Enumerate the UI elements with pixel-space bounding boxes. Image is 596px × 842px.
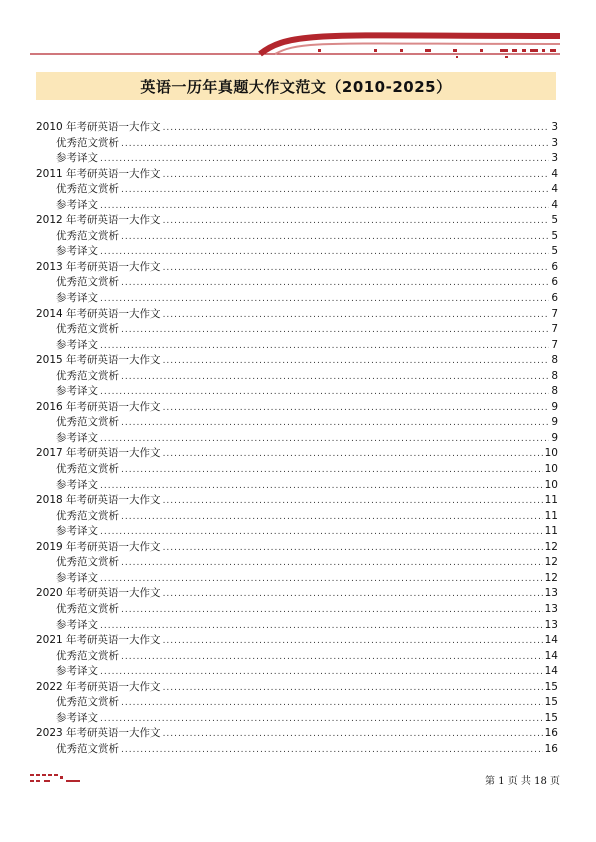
toc-subentry[interactable] bbox=[36, 244, 558, 260]
toc-leader bbox=[121, 696, 543, 712]
toc-leader bbox=[163, 447, 543, 463]
toc-subentry[interactable] bbox=[36, 415, 558, 431]
toc-page-number: 5 bbox=[551, 229, 558, 242]
toc-entry[interactable] bbox=[36, 167, 558, 183]
toc-label: 2011 年考研英语一大作文 bbox=[36, 167, 161, 180]
toc-leader bbox=[121, 650, 543, 666]
toc-label: 优秀范文赏析 bbox=[56, 229, 119, 242]
toc-label: 2015 年考研英语一大作文 bbox=[36, 354, 161, 367]
footer-decoration bbox=[30, 770, 90, 790]
toc-label: 2022 年考研英语一大作文 bbox=[36, 680, 161, 693]
toc-entry[interactable] bbox=[36, 307, 558, 323]
toc-leader bbox=[100, 712, 543, 728]
toc-page-number: 14 bbox=[544, 665, 558, 678]
toc-page-number: 11 bbox=[544, 525, 558, 538]
toc-page-number: 6 bbox=[551, 276, 558, 289]
toc-subentry[interactable] bbox=[36, 198, 558, 214]
toc-page-number: 16 bbox=[544, 742, 558, 755]
toc-label: 参考译文 bbox=[56, 245, 98, 258]
toc-leader bbox=[163, 681, 543, 697]
toc-leader bbox=[121, 603, 543, 619]
toc-subentry[interactable] bbox=[36, 695, 558, 711]
toc-page-number: 15 bbox=[544, 680, 558, 693]
toc-page-number: 14 bbox=[544, 634, 558, 647]
toc-leader bbox=[163, 727, 543, 743]
document-title: 英语一历年真题大作文范文（2010-2025） bbox=[36, 72, 556, 100]
toc-label: 优秀范文赏析 bbox=[56, 696, 119, 709]
toc-page-number: 11 bbox=[544, 494, 558, 507]
toc-page-number: 3 bbox=[551, 136, 558, 149]
toc-entry[interactable] bbox=[36, 540, 558, 556]
toc-label: 优秀范文赏析 bbox=[56, 463, 119, 476]
toc-label: 2017 年考研英语一大作文 bbox=[36, 447, 161, 460]
toc-entry[interactable] bbox=[36, 120, 558, 136]
toc-label: 优秀范文赏析 bbox=[56, 509, 119, 522]
toc-leader bbox=[163, 308, 550, 324]
toc-label: 参考译文 bbox=[56, 338, 98, 351]
toc-label: 2019 年考研英语一大作文 bbox=[36, 540, 161, 553]
toc-label: 优秀范文赏析 bbox=[56, 602, 119, 615]
toc-entry[interactable] bbox=[36, 213, 558, 229]
toc-leader bbox=[121, 370, 549, 386]
toc-page-number: 9 bbox=[551, 400, 558, 413]
toc-leader bbox=[100, 199, 549, 215]
toc-page-number: 15 bbox=[544, 711, 558, 724]
toc-label: 参考译文 bbox=[56, 711, 98, 724]
toc-page-number: 3 bbox=[551, 152, 558, 165]
toc-entry[interactable] bbox=[36, 353, 558, 369]
toc-page-number: 10 bbox=[544, 463, 558, 476]
toc-leader bbox=[163, 587, 543, 603]
toc-subentry[interactable] bbox=[36, 151, 558, 167]
toc-page-number: 6 bbox=[551, 260, 558, 273]
toc-leader bbox=[100, 619, 543, 635]
toc-page-number: 12 bbox=[544, 571, 558, 584]
toc-label: 优秀范文赏析 bbox=[56, 649, 119, 662]
toc-page-number: 7 bbox=[551, 307, 558, 320]
toc-leader bbox=[100, 432, 549, 448]
toc-leader bbox=[121, 556, 543, 572]
toc-page-number: 16 bbox=[544, 727, 558, 740]
toc-page-number: 12 bbox=[544, 540, 558, 553]
toc-page-number: 10 bbox=[544, 478, 558, 491]
toc-label: 优秀范文赏析 bbox=[56, 556, 119, 569]
toc-label: 参考译文 bbox=[56, 198, 98, 211]
toc-leader bbox=[163, 168, 550, 184]
toc-page-number: 8 bbox=[551, 369, 558, 382]
toc-leader bbox=[100, 339, 549, 355]
toc-subentry[interactable] bbox=[36, 229, 558, 245]
toc-page-number: 5 bbox=[551, 245, 558, 258]
toc-leader bbox=[163, 121, 550, 137]
toc-leader bbox=[121, 743, 543, 759]
toc-leader bbox=[100, 385, 549, 401]
toc-label: 2013 年考研英语一大作文 bbox=[36, 260, 161, 273]
toc-subentry[interactable] bbox=[36, 664, 558, 680]
toc-page-number: 15 bbox=[544, 696, 558, 709]
toc-label: 参考译文 bbox=[56, 385, 98, 398]
toc-subentry[interactable] bbox=[36, 369, 558, 385]
toc-subentry[interactable] bbox=[36, 384, 558, 400]
toc-leader bbox=[121, 230, 549, 246]
toc-page-number: 3 bbox=[551, 121, 558, 133]
toc-label: 参考译文 bbox=[56, 292, 98, 305]
header-decoration bbox=[0, 0, 596, 70]
toc-entry[interactable] bbox=[36, 446, 558, 462]
toc-leader bbox=[163, 634, 543, 650]
toc-label: 2021 年考研英语一大作文 bbox=[36, 634, 161, 647]
toc-entry[interactable] bbox=[36, 680, 558, 696]
toc-leader bbox=[163, 494, 543, 510]
toc-subentry[interactable] bbox=[36, 602, 558, 618]
toc-subentry[interactable] bbox=[36, 478, 558, 494]
toc-page-number: 4 bbox=[551, 198, 558, 211]
toc-label: 优秀范文赏析 bbox=[56, 742, 119, 755]
toc-subentry[interactable] bbox=[36, 322, 558, 338]
toc-page-number: 13 bbox=[544, 602, 558, 615]
page-footer: 第 1 页 共 18 页 bbox=[485, 776, 560, 787]
toc-label: 优秀范文赏析 bbox=[56, 369, 119, 382]
toc-subentry[interactable] bbox=[36, 618, 558, 634]
toc-subentry[interactable] bbox=[36, 275, 558, 291]
toc-leader bbox=[163, 401, 550, 417]
toc-page-number: 5 bbox=[551, 214, 558, 227]
toc-label: 优秀范文赏析 bbox=[56, 416, 119, 429]
toc-subentry[interactable] bbox=[36, 711, 558, 727]
toc-page-number: 4 bbox=[551, 167, 558, 180]
toc-page-number: 12 bbox=[544, 556, 558, 569]
table-of-contents bbox=[36, 120, 558, 757]
toc-subentry[interactable] bbox=[36, 571, 558, 587]
toc-entry[interactable] bbox=[36, 260, 558, 276]
toc-leader bbox=[100, 245, 549, 261]
toc-label: 参考译文 bbox=[56, 571, 98, 584]
toc-entry[interactable] bbox=[36, 400, 558, 416]
toc-leader bbox=[121, 463, 543, 479]
toc-leader bbox=[100, 292, 549, 308]
toc-label: 2010 年考研英语一大作文 bbox=[36, 121, 161, 133]
toc-page-number: 11 bbox=[544, 509, 558, 522]
toc-label: 2018 年考研英语一大作文 bbox=[36, 494, 161, 507]
toc-label: 参考译文 bbox=[56, 431, 98, 444]
toc-leader bbox=[121, 137, 549, 153]
toc-leader bbox=[163, 541, 543, 557]
toc-leader bbox=[163, 214, 550, 230]
toc-label: 参考译文 bbox=[56, 152, 98, 165]
toc-leader bbox=[121, 183, 549, 199]
toc-page-number: 7 bbox=[551, 338, 558, 351]
toc-label: 参考译文 bbox=[56, 665, 98, 678]
toc-leader bbox=[121, 510, 543, 526]
toc-label: 2012 年考研英语一大作文 bbox=[36, 214, 161, 227]
toc-subentry[interactable] bbox=[36, 555, 558, 571]
toc-leader bbox=[121, 323, 549, 339]
toc-label: 参考译文 bbox=[56, 618, 98, 631]
toc-subentry[interactable] bbox=[36, 742, 558, 758]
toc-label: 2020 年考研英语一大作文 bbox=[36, 587, 161, 600]
toc-subentry[interactable] bbox=[36, 431, 558, 447]
toc-subentry[interactable] bbox=[36, 509, 558, 525]
toc-page-number: 6 bbox=[551, 292, 558, 305]
toc-leader bbox=[100, 572, 543, 588]
toc-label: 2014 年考研英语一大作文 bbox=[36, 307, 161, 320]
toc-label: 2023 年考研英语一大作文 bbox=[36, 727, 161, 740]
toc-label: 优秀范文赏析 bbox=[56, 136, 119, 149]
toc-leader bbox=[100, 665, 543, 681]
toc-label: 2016 年考研英语一大作文 bbox=[36, 400, 161, 413]
toc-entry[interactable] bbox=[36, 493, 558, 509]
toc-subentry[interactable] bbox=[36, 291, 558, 307]
toc-label: 参考译文 bbox=[56, 525, 98, 538]
toc-entry[interactable] bbox=[36, 726, 558, 742]
toc-label: 优秀范文赏析 bbox=[56, 276, 119, 289]
toc-leader bbox=[100, 479, 543, 495]
toc-entry[interactable] bbox=[36, 586, 558, 602]
toc-leader bbox=[121, 276, 549, 292]
toc-page-number: 9 bbox=[551, 431, 558, 444]
toc-leader bbox=[163, 354, 550, 370]
toc-page-number: 14 bbox=[544, 649, 558, 662]
toc-page-number: 8 bbox=[551, 354, 558, 367]
toc-leader bbox=[163, 261, 550, 277]
toc-page-number: 8 bbox=[551, 385, 558, 398]
toc-subentry[interactable] bbox=[36, 462, 558, 478]
toc-subentry[interactable] bbox=[36, 649, 558, 665]
toc-entry[interactable] bbox=[36, 633, 558, 649]
toc-subentry[interactable] bbox=[36, 524, 558, 540]
toc-leader bbox=[100, 525, 543, 541]
toc-page-number: 4 bbox=[551, 183, 558, 196]
toc-subentry[interactable] bbox=[36, 182, 558, 198]
toc-label: 优秀范文赏析 bbox=[56, 183, 119, 196]
toc-leader bbox=[100, 152, 549, 168]
toc-page-number: 7 bbox=[551, 323, 558, 336]
toc-leader bbox=[121, 416, 549, 432]
toc-page-number: 13 bbox=[544, 618, 558, 631]
toc-page-number: 13 bbox=[544, 587, 558, 600]
toc-subentry[interactable] bbox=[36, 338, 558, 354]
toc-page-number: 9 bbox=[551, 416, 558, 429]
toc-label: 参考译文 bbox=[56, 478, 98, 491]
toc-subentry[interactable] bbox=[36, 136, 558, 152]
toc-label: 优秀范文赏析 bbox=[56, 323, 119, 336]
toc-page-number: 10 bbox=[544, 447, 558, 460]
